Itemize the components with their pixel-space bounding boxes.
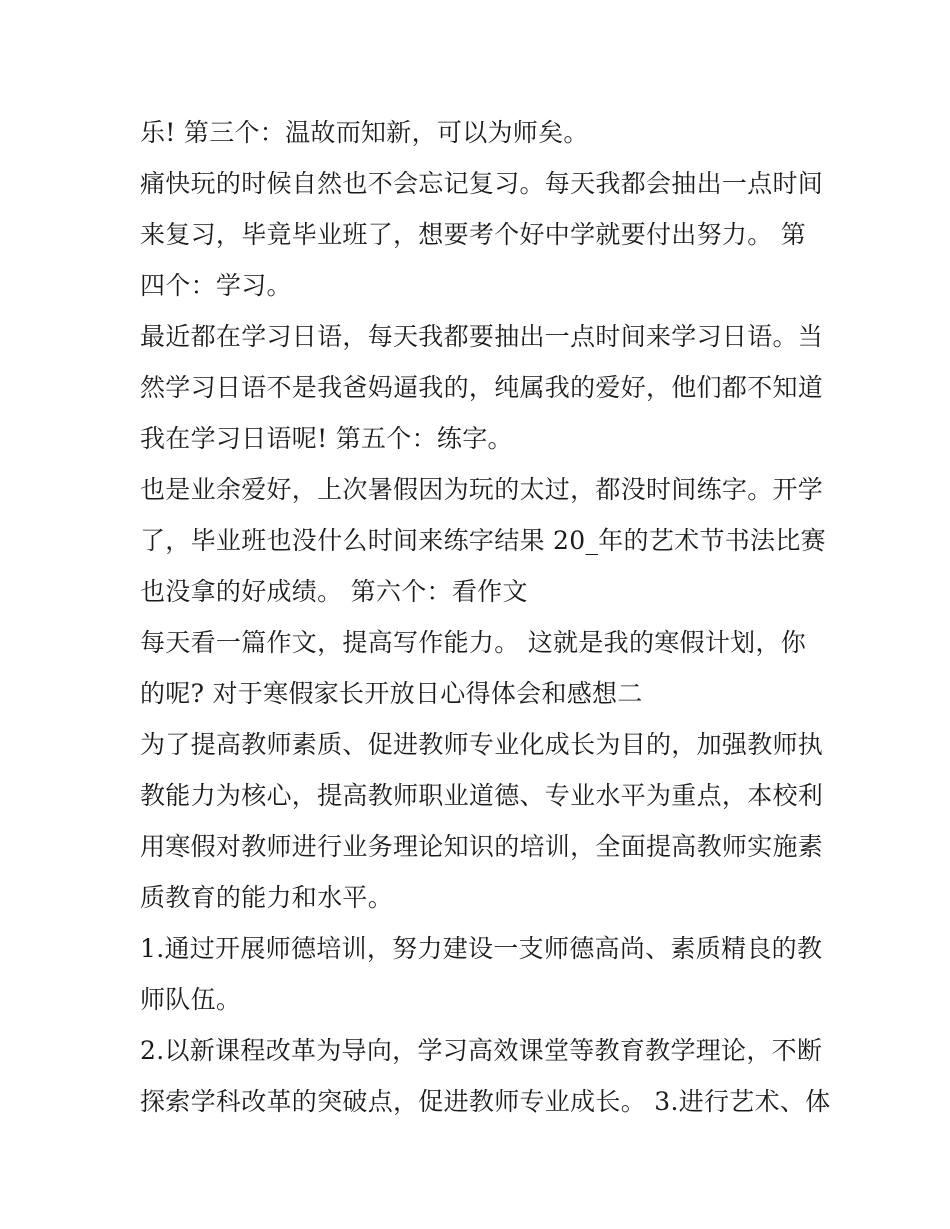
text-line: 教能力为核心，提高教师职业道德、专业水平为重点，本校利 (140, 781, 824, 810)
text-line: 用寒假对教师进行业务理论知识的培训，全面提高教师实施素 (140, 832, 824, 861)
text-line: 为了提高教师素质、促进教师专业化成长为目的，加强教师执 (140, 730, 824, 759)
text-line: 质教育的能力和水平。 (140, 883, 394, 912)
text-line: 每天看一篇作文，提高写作能力。 这就是我的寒假计划，你 (140, 628, 807, 657)
text-line: 乐! 第三个：温故而知新，可以为师矣。 (140, 118, 589, 147)
text-line: 我在学习日语呢! 第五个：练字。 (140, 424, 513, 453)
text-line: 了，毕业班也没什么时间来练字结果 20_年的艺术节书法比赛 (140, 526, 826, 555)
text-line: 然学习日语不是我爸妈逼我的，纯属我的爱好，他们都不知道 (140, 373, 824, 402)
text-line: 1.通过开展师德培训，努力建设一支师德高尚、素质精良的教 (140, 934, 823, 963)
document-body (140, 107, 831, 1127)
text-line: 四个：学习。 (140, 271, 292, 300)
text-line: 2.以新课程改革为导向，学习高效课堂等教育教学理论，不断 (140, 1036, 823, 1065)
text-line: 最近都在学习日语，每天我都要抽出一点时间来学习日语。当 (140, 322, 824, 351)
text-line: 也没拿的好成绩。 第六个：看作文 (140, 577, 528, 606)
text-line: 来复习，毕竟毕业班了，想要考个好中学就要付出努力。 第 (140, 220, 807, 249)
text-line: 探索学科改革的突破点，促进教师专业成长。 3.进行艺术、体 (140, 1087, 831, 1116)
text-line: 师队伍。 (140, 985, 242, 1014)
text-line: 的呢? 对于寒假家长开放日心得体会和感想二 (140, 679, 643, 708)
text-line: 痛快玩的时候自然也不会忘记复习。每天我都会抽出一点时间 (140, 169, 824, 198)
text-line: 也是业余爱好，上次暑假因为玩的太过，都没时间练字。开学 (140, 475, 824, 504)
